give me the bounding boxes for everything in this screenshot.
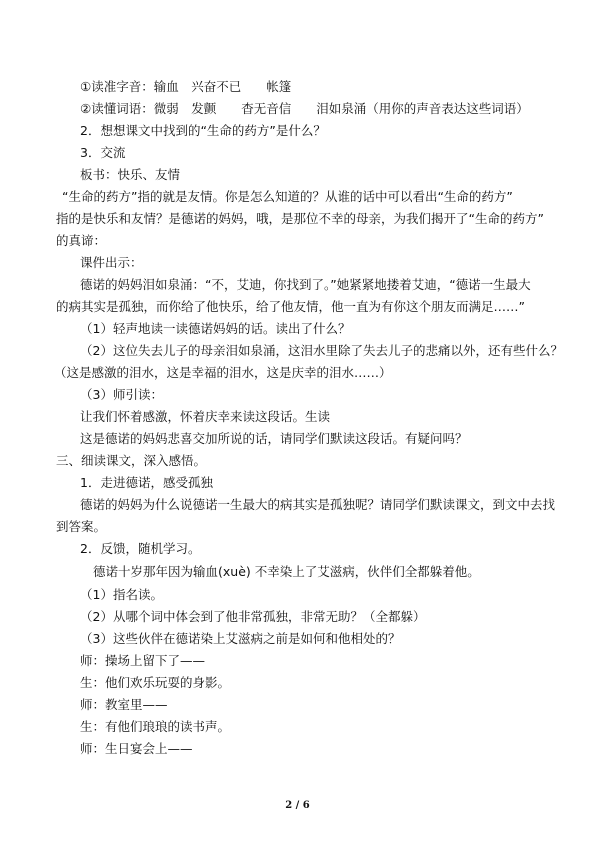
text-line-29: 师：教室里—— xyxy=(80,697,168,712)
text-line-21: 到答案。 xyxy=(56,519,107,534)
text-line-18: 三、细读课文，深入感悟。 xyxy=(56,453,207,468)
text-line-9: 课件出示： xyxy=(80,255,143,270)
text-line-15: （3）师引读： xyxy=(80,387,163,402)
text-line-26: （3）这些伙伴在德诺染上艾滋病之前是如何和他相处的？ xyxy=(80,631,401,646)
text-line-25: （2）从哪个词中体会到了他非常孤独，非常无助？（全都躲） xyxy=(80,609,426,624)
text-line-28: 生：他们欢乐玩耍的身影。 xyxy=(80,675,231,690)
text-line-30: 生：有他们琅琅的读书声。 xyxy=(80,719,231,734)
text-line-8: 的真谛： xyxy=(56,233,107,248)
text-line-10: 德诺的妈妈泪如泉涌：“不，艾迪，你找到了。”她紧紧地搂着艾迪，“德诺一生最大 xyxy=(80,277,531,292)
text-line-20: 德诺的妈妈为什么说德诺一生最大的病其实是孤独呢？请同学们默读课文，到文中去找 xyxy=(80,497,556,512)
text-line-2: ②读懂词语：微弱 发颤 杳无音信 泪如泉涌（用你的声音表达这些词语） xyxy=(80,101,529,116)
text-line-24: （1）指名读。 xyxy=(80,587,163,602)
text-line-16: 让我们怀着感激，怀着庆幸来读这段话。生读 xyxy=(80,409,331,424)
text-line-1: ①读准字音：输血 兴奋不已 帐篷 xyxy=(80,79,292,94)
text-line-12: （1）轻声地读一读德诺妈妈的话。读出了什么？ xyxy=(80,321,351,336)
page-number: 2 / 6 xyxy=(285,800,310,811)
text-line-22: 2．反馈，随机学习。 xyxy=(80,541,201,556)
text-line-31: 师：生日宴会上—— xyxy=(80,741,193,756)
text-line-27: 师：操场上留下了—— xyxy=(80,653,206,668)
text-line-17: 这是德诺的妈妈悲喜交加所说的话，请同学们默读这段话。有疑问吗？ xyxy=(80,431,468,446)
text-line-13: （2）这位失去儿子的母亲泪如泉涌，这泪水里除了失去儿子的悲痛以外，还有些什么？ xyxy=(80,343,563,358)
text-line-5: 板书：快乐、友情 xyxy=(80,167,181,182)
text-line-19: 1．走进德诺，感受孤独 xyxy=(80,475,213,490)
text-line-14: （这是感激的泪水，这是幸福的泪水，这是庆幸的泪水……） xyxy=(54,365,392,380)
text-line-6: “生命的药方”指的就是友情。你是怎么知道的？从谁的话中可以看出“生命的药方” xyxy=(62,189,513,204)
text-line-11: 的病其实是孤独，而你给了他快乐，给了他友情，他一直为有你这个朋友而满足……” xyxy=(56,299,525,314)
text-line-7: 指的是快乐和友情？是德诺的妈妈，哦，是那位不幸的母亲，为我们揭开了“生命的药方” xyxy=(56,211,544,226)
text-line-3: 2．想想课文中找到的“生命的药方”是什么？ xyxy=(80,123,326,138)
text-line-23: 德诺十岁那年因为输血(xuè) 不幸染上了艾滋病，伙伴们全都躲着他。 xyxy=(93,564,480,579)
text-line-4: 3．交流 xyxy=(80,145,126,160)
